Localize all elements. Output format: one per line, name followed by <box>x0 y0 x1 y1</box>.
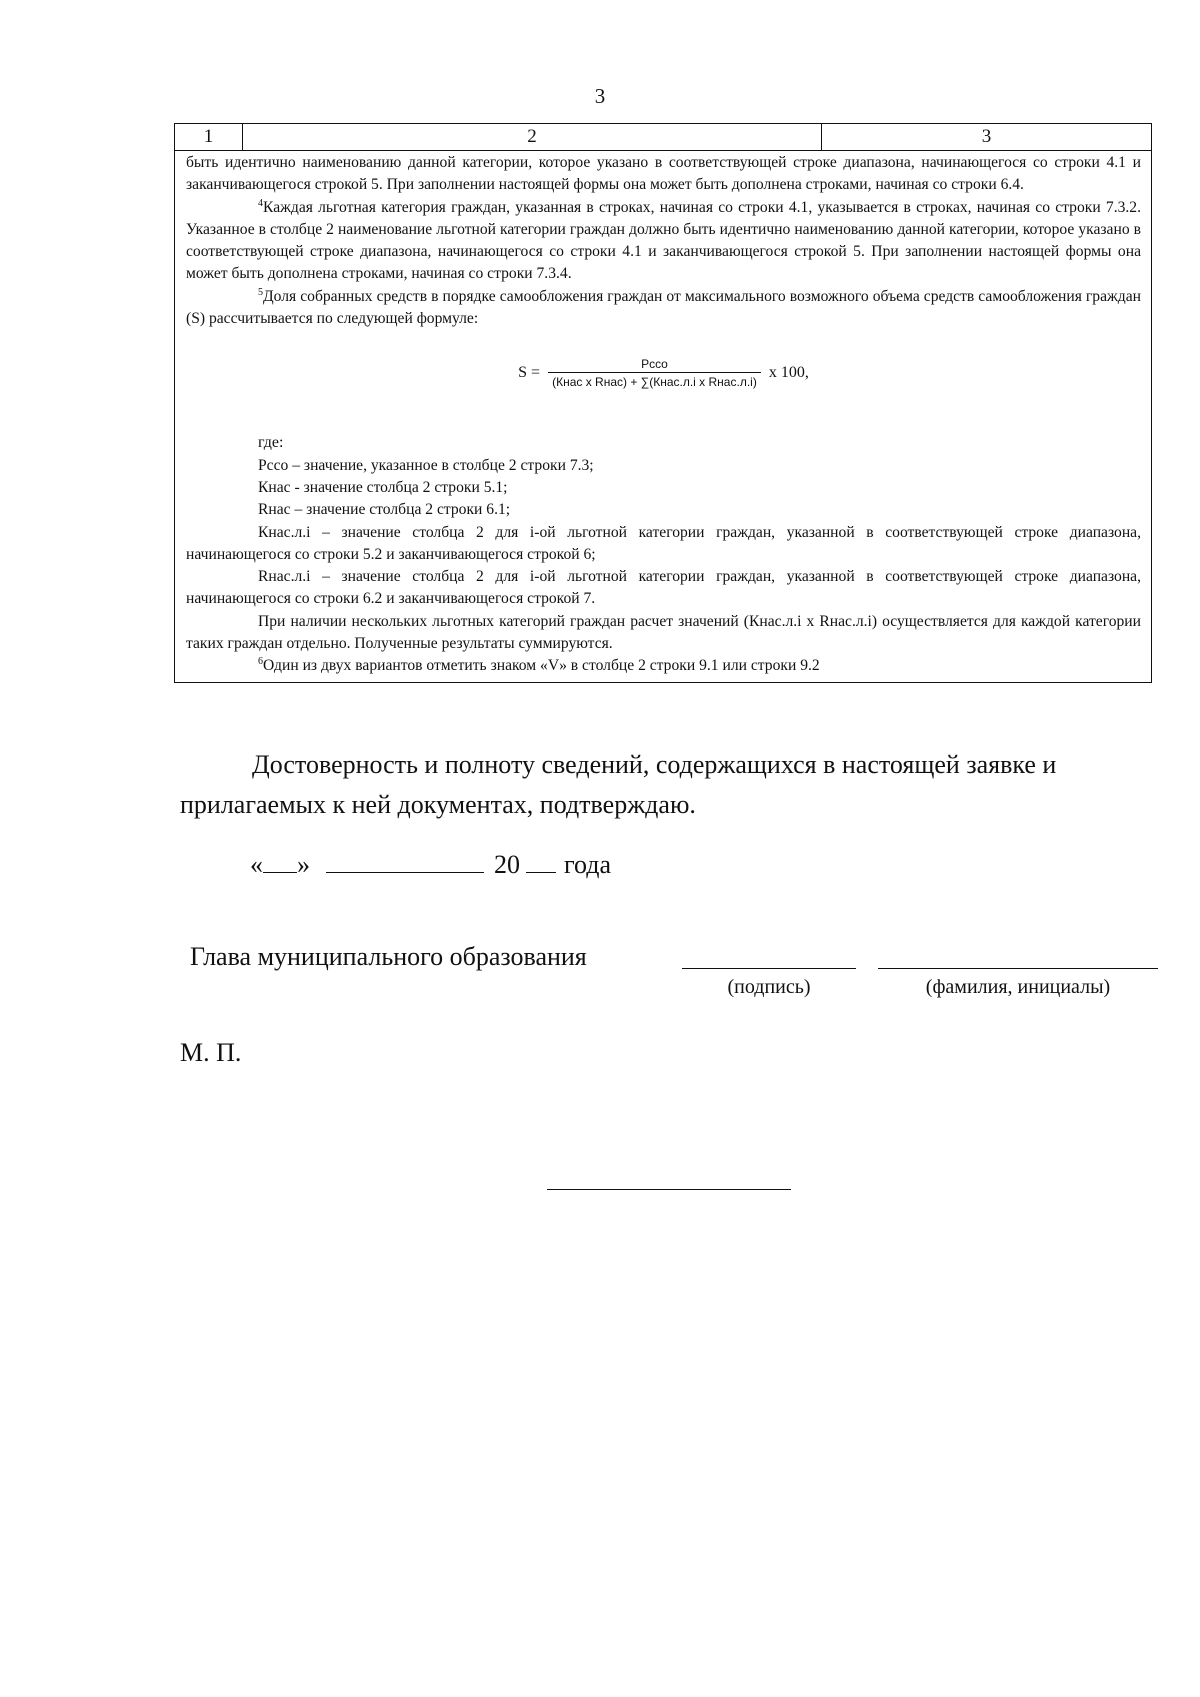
table-header-row <box>175 124 1151 151</box>
footnote-5-text: Доля собранных средств в порядке самообложения граждан от максимального возможного объема средств самообложения граждан (S) рассчитывается по следующей формуле: <box>186 287 1141 328</box>
footnote-4-mark: 4 <box>258 197 263 209</box>
definition-knas: Кнас - значение столбца 2 строки 5.1; <box>258 478 508 496</box>
footnotes-cell <box>175 151 1151 682</box>
footnote-6 <box>186 655 1141 677</box>
column-header-2: 2 <box>243 124 822 150</box>
day-blank <box>263 850 297 873</box>
formula-lhs: S = <box>518 364 541 382</box>
date-close-quote: » <box>297 850 310 879</box>
column-header-1: 1 <box>175 124 243 150</box>
signature-line <box>682 968 856 969</box>
date-open-quote: « <box>250 850 263 879</box>
month-blank <box>326 850 484 873</box>
footnote-6-text: Один из двух вариантов отметить знаком «V» в столбце 2 строки 9.1 или строки 9.2 <box>263 657 820 675</box>
formula-denominator: (Кнас x Rнас) + ∑(Кнас.л.i x Rнас.л.i) <box>548 372 761 390</box>
note-continuation: быть идентично наименованию данной категории, которое указано в соответствующей строке диапазона, начинающегося со строки 4.1 и заканчивающегося строкой 5. При заполнении настоящей формы она может быть дополнена строками, начиная со строки 6.4. <box>186 154 1141 194</box>
name-caption: (фамилия, инициалы) <box>925 976 1111 998</box>
share-formula <box>186 336 1141 410</box>
name-line <box>878 968 1158 969</box>
page-number: 3 <box>594 84 606 108</box>
formula-rhs: x 100, <box>768 364 809 382</box>
year-word: года <box>564 850 612 879</box>
stamp-place: М. П. <box>180 1038 242 1067</box>
notes-table <box>174 123 1152 683</box>
footnote-5-mark: 5 <box>258 286 263 298</box>
formula-numerator: Рсco <box>641 357 668 372</box>
definition-rnas: Rнас – значение столбца 2 строки 6.1; <box>258 501 511 519</box>
date-line <box>250 850 611 880</box>
calculation-note: При наличии нескольких льготных категорий граждан расчет значений (Кнас.л.i x Rнас.л.i) осуществляется для каждой категории таких граждан отдельно. Полученные результаты суммируются. <box>186 612 1141 653</box>
definition-rnas-li: Rнас.л.i – значение столбца 2 для i-ой льготной категории граждан, указанной в соответствующей строке диапазона, начинающегося со строки 6.2 и заканчивающегося строкой 7. <box>186 568 1141 608</box>
certification-statement: Достоверность и полноту сведений, содержащихся в настоящей заявке и прилагаемых к ней документах, подтверждаю. <box>180 750 1057 819</box>
definition-knas-li: Кнас.л.i – значение столбца 2 для i-ой льготной категории граждан, указанной в соответствующей строке диапазона, начинающегося со строки 5.2 и заканчивающегося строкой 6; <box>186 523 1141 563</box>
end-rule <box>547 1189 791 1190</box>
definition-pcco: Рсco – значение, указанное в столбце 2 строки 7.3; <box>258 456 594 474</box>
year-century: 20 <box>494 850 520 879</box>
footnote-4 <box>186 197 1141 286</box>
column-header-3: 3 <box>981 126 992 147</box>
signature-caption: (подпись) <box>727 976 811 998</box>
footnote-5 <box>186 286 1141 331</box>
footnote-6-mark: 6 <box>258 656 263 668</box>
year-blank <box>526 850 556 873</box>
footnote-4-text: Каждая льготная категория граждан, указанная в строках, начиная со строки 4.1, указывается в строках, начиная со строки 7.3.2. Указанное в столбце 2 наименование льготной категории граждан должно быть идентично наименованию данной категории, которое указано в соответствующей строке диапазона, начинающегося со строки 4.1 и заканчивающегося строкой 5. При заполнении настоящей формы она может быть дополнена строками, начиная со строки 7.3.4. <box>186 198 1141 283</box>
signatory-title: Глава муниципального образования <box>190 942 587 971</box>
formula-fraction <box>548 356 761 390</box>
where-label: где: <box>258 434 284 452</box>
